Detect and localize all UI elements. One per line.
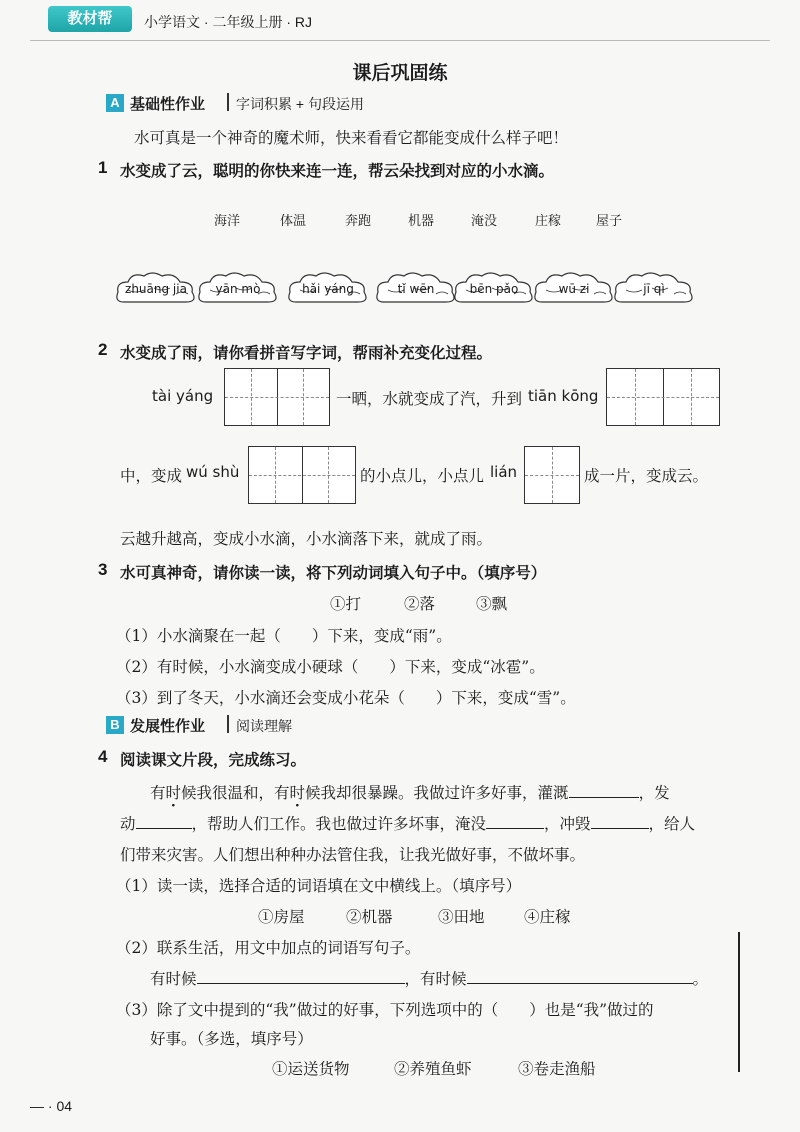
answer-blank[interactable] (136, 812, 192, 829)
pinyin-prompt: lián (490, 463, 518, 481)
cloud-pinyin: bēn pǎo (469, 282, 519, 296)
writing-grid[interactable] (224, 368, 330, 426)
section-b-subtitle: 阅读理解 (236, 718, 292, 734)
answer-blank[interactable] (467, 967, 693, 984)
answer-blank[interactable] (486, 812, 544, 829)
prompt-text: 有时候 (150, 970, 197, 988)
cloud-pinyin: zhuāng jia (125, 282, 187, 296)
option-item: ③田地 (438, 908, 485, 926)
pinyin-prompt: tài yáng (152, 387, 214, 405)
sentence-fragment: 成一片，变成云。 (584, 467, 709, 485)
option-item: ④庄稼 (524, 908, 571, 926)
answer-blank[interactable] (591, 812, 649, 829)
cloud-item (374, 270, 458, 310)
page-title: 课后巩固练 (352, 63, 448, 84)
cloud-pinyin: jī qì (643, 282, 665, 296)
passage-text: ，帮助人们工作。我也做过许多坏事，淹没 (191, 815, 487, 833)
option-item: ③飘 (476, 595, 508, 613)
sentence-text: 云越升越高，变成小水滴，小水滴落下来，就成了雨。 (120, 530, 493, 548)
passage-text: 我却很暴躁。我做过许多好事，灌溉 (320, 784, 569, 802)
page-edge-mark (738, 932, 740, 1072)
answer-blank[interactable] (569, 781, 639, 798)
cloud-pinyin: wū zi (558, 282, 590, 296)
word-item: 机器 (408, 214, 435, 229)
pinyin-prompt: wú shù (186, 463, 240, 481)
question-1-number: 1 (98, 158, 108, 177)
writing-grid[interactable] (248, 446, 356, 504)
fill-sentence[interactable]: （2）有时候，小水滴变成小硬球（ ）下来，变成“冰雹”。 (116, 658, 545, 676)
option-item: ②养殖鱼虾 (394, 1060, 472, 1078)
question-4-number: 4 (98, 747, 108, 766)
book-info: 小学语文 · 二年级上册 · RJ (144, 14, 312, 30)
word-item: 体温 (280, 214, 307, 229)
sentence-fragment: 的小点儿，小点儿 (360, 467, 485, 485)
cloud-item (286, 270, 370, 310)
writing-line (150, 967, 708, 989)
question-3-text: 水可真神奇，请你读一读，将下列动词填入句子中。（填序号） (120, 565, 547, 582)
cloud-item (114, 270, 198, 310)
question-2-number: 2 (98, 340, 108, 359)
intro-text: 水可真是一个神奇的魔术师，快来看看它都能变成什么样子吧！ (134, 129, 569, 147)
cloud-item (532, 270, 616, 310)
passage-text: ，给人 (648, 815, 696, 833)
passage-line (120, 812, 695, 834)
sub-question-1: （1）读一读，选择合适的词语填在文中横线上。（填序号） (116, 877, 522, 895)
passage-text: ，冲毁 (544, 815, 591, 833)
option-item: ①房屋 (258, 908, 305, 926)
word-item: 庄稼 (535, 214, 562, 229)
passage-text: ，发 (638, 784, 670, 802)
cloud-pinyin: tǐ wēn (397, 282, 435, 296)
section-a-subtitle: 字词积累 + 句段运用 (236, 96, 364, 112)
option-item: ②机器 (346, 908, 393, 926)
header-divider (30, 40, 770, 41)
question-4-text: 阅读课文片段，完成练习。 (120, 752, 307, 769)
word-item: 淹没 (471, 214, 498, 229)
section-b-title: 发展性作业 (130, 718, 206, 735)
section-a-separator (227, 93, 229, 111)
question-1-text: 水变成了云，聪明的你快来连一连，帮云朵找到对应的小水滴。 (120, 163, 555, 180)
answer-blank[interactable] (197, 967, 405, 984)
cloud-pinyin: yān mò (215, 282, 261, 296)
option-item: ①打 (330, 595, 362, 613)
pinyin-prompt: tiān kōng (528, 387, 599, 405)
cloud-item (452, 270, 536, 310)
emphasis-word: 有时候 (274, 784, 321, 802)
question-2-text: 水变成了雨，请你看拼音写字词，帮雨补充变化过程。 (120, 345, 493, 362)
prompt-text: 。 (692, 970, 709, 988)
passage-line: 们带来灾害。人们想出种种办法管住我，让我光做好事，不做坏事。 (120, 846, 586, 864)
section-b-separator (227, 715, 229, 733)
option-item: ②落 (404, 595, 436, 613)
word-item: 海洋 (214, 214, 241, 229)
section-a-title: 基础性作业 (130, 96, 206, 113)
passage-text: 动 (120, 815, 136, 833)
cloud-item (196, 270, 280, 310)
prompt-text: ，有时候 (404, 970, 467, 988)
section-b-icon: B (106, 716, 124, 734)
question-3-number: 3 (98, 560, 108, 579)
sentence-fragment: 中，变成 (120, 467, 183, 485)
passage-line (150, 781, 670, 803)
cloud-item (612, 270, 696, 310)
sub-question-3[interactable]: （3）除了文中提到的“我”做过的好事，下列选项中的（ ）也是“我”做过的 (116, 1001, 654, 1019)
fill-sentence[interactable]: （1）小水滴聚在一起（ ）下来，变成“雨”。 (116, 627, 452, 645)
page-number: — · 04 (30, 1098, 73, 1114)
writing-grid[interactable] (524, 446, 580, 504)
writing-grid[interactable] (606, 368, 720, 426)
sub-question-2: （2）联系生活，用文中加点的词语写句子。 (116, 939, 421, 957)
brand-logo: 教材帮 (48, 6, 132, 32)
passage-text: 我很温和， (196, 784, 275, 802)
sub-question-3-cont: 好事。（多选，填序号） (150, 1030, 313, 1048)
cloud-pinyin: hǎi yáng (302, 282, 354, 296)
word-item: 屋子 (596, 214, 623, 229)
option-item: ③卷走渔船 (518, 1060, 596, 1078)
section-a-icon: A (106, 94, 124, 112)
fill-sentence[interactable]: （3）到了冬天，小水滴还会变成小花朵（ ）下来，变成“雪”。 (116, 689, 576, 707)
option-item: ①运送货物 (272, 1060, 350, 1078)
word-item: 奔跑 (345, 214, 372, 229)
emphasis-word: 有时候 (150, 784, 197, 802)
sentence-fragment: 一晒，水就变成了汽，升到 (336, 390, 523, 408)
